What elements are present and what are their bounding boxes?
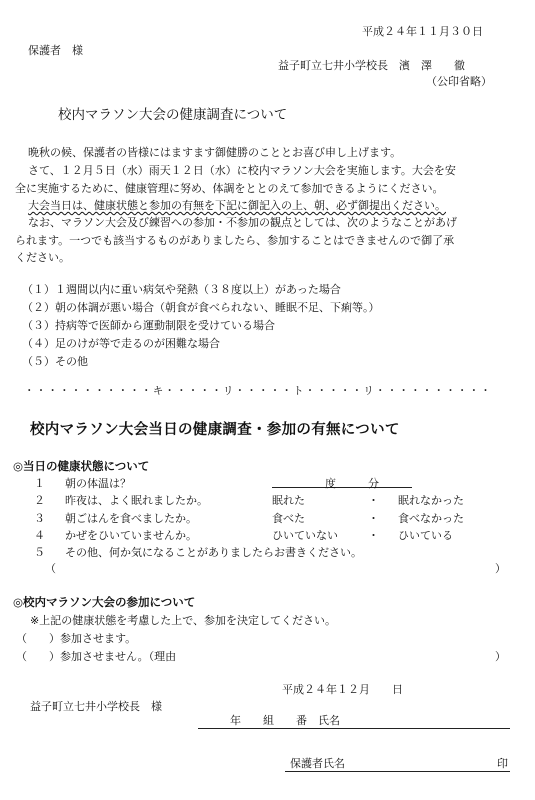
participation-heading: ◎校内マラソン大会の参加について [13, 595, 196, 609]
reason-field[interactable] [190, 648, 490, 662]
other-paren-open: （ [45, 562, 56, 575]
participation-note: ※上記の健康状態を考慮した上で、参加を決定してください。 [30, 614, 336, 627]
item-number: ５ [34, 546, 45, 559]
sender: 益子町立七井小学校長 濱 澤 徹 [278, 59, 465, 72]
cold-option-no[interactable]: ひいていない [272, 529, 338, 542]
item-number: ４ [34, 529, 45, 542]
sleep-option-no[interactable]: 眠れなかった [398, 494, 464, 507]
form-date: 平成２４年１２月 日 [282, 683, 403, 696]
other-notes-field[interactable] [60, 560, 490, 574]
seal-mark: 印 [497, 757, 508, 770]
sleep-option-yes[interactable]: 眠れた [272, 494, 305, 507]
student-label: 年 組 番 氏名 [230, 714, 340, 727]
paragraph-line: なお、マラソン大会及び練習への参加・不参加の観点としては、次のようなことがあげ [28, 216, 457, 229]
guardian-label: 保護者氏名 [290, 757, 345, 770]
condition-item: （３）持病等で医師から運動制限を受けている場合 [22, 319, 275, 332]
student-signature-line[interactable] [198, 728, 510, 729]
paragraph-line: られます。一つでも該当するものがありましたら、参加することはできませんので御了承 [15, 234, 455, 247]
recipient: 保護者 様 [28, 44, 83, 57]
condition-item: （５）その他 [22, 355, 88, 368]
form-addressee: 益子町立七井小学校長 様 [30, 700, 162, 713]
guardian-signature-line[interactable] [285, 771, 510, 772]
paragraph-line: 全に実施するために、健康管理に努め、体調をととのえて参加できるようにください。 [15, 182, 444, 195]
paragraph-line-emphasis: 大会当日は、健康状態と参加の有無を下記に御記入の上、朝、必ず御提出ください。 [28, 199, 446, 212]
notice-title: 校内マラソン大会の健康調査について [58, 107, 288, 123]
temperature-input-line[interactable] [272, 487, 412, 488]
temperature-unit-degree: 度 [325, 477, 336, 490]
reason-paren-close: ） [495, 650, 506, 663]
participate-option[interactable]: （ ）参加させます。 [16, 632, 137, 645]
breakfast-question: 朝ごはんを食べましたか。 [65, 512, 197, 525]
option-separator: ・ [368, 494, 379, 507]
seal-note: （公印省略） [426, 75, 492, 88]
item-number: １ [34, 477, 45, 490]
not-participate-option[interactable]: （ ）参加させません。（理由 [16, 650, 177, 663]
temperature-unit-minute: 分 [368, 477, 379, 490]
cold-option-yes[interactable]: ひいている [398, 529, 453, 542]
form-title: 校内マラソン大会当日の健康調査・参加の有無について [30, 422, 400, 438]
breakfast-option-no[interactable]: 食べなかった [398, 512, 464, 525]
condition-item: （１）１週間以内に重い病気や発熱（３８度以上）があった場合 [22, 283, 341, 296]
condition-item: （４）足のけが等で走るのが困難な場合 [22, 337, 220, 350]
temperature-question: 朝の体温は？ [65, 477, 131, 490]
item-number: ２ [34, 494, 45, 507]
cut-line: ・・・・・・・・・・・キ・・・・・リ・・・・・ト・・・・・リ・・・・・・・・・・ [24, 385, 492, 397]
paragraph-line: さて、１２月５日（水）雨天１２日（水）に校内マラソン大会を実施します。大会を安 [28, 164, 456, 177]
option-separator: ・ [368, 512, 379, 525]
paragraph-line: 晩秋の候、保護者の皆様にはますます御健勝のこととお喜び申し上げます。 [28, 146, 402, 159]
cold-question: かぜをひいていませんか。 [65, 529, 197, 542]
option-separator: ・ [368, 529, 379, 542]
item-number: ３ [34, 512, 45, 525]
other-paren-close: ） [495, 562, 506, 575]
breakfast-option-yes[interactable]: 食べた [272, 512, 305, 525]
health-heading: ◎当日の健康状態について [13, 459, 150, 473]
other-question: その他、何か気になることがありましたらお書きください。 [65, 546, 362, 559]
issue-date: 平成２４年１１月３０日 [362, 25, 483, 38]
condition-item: （２）朝の体調が悪い場合（朝食が食べられない、睡眠不足、下痢等。） [22, 301, 380, 314]
sleep-question: 昨夜は、よく眠れましたか。 [65, 494, 208, 507]
paragraph-line: ください。 [15, 251, 70, 264]
